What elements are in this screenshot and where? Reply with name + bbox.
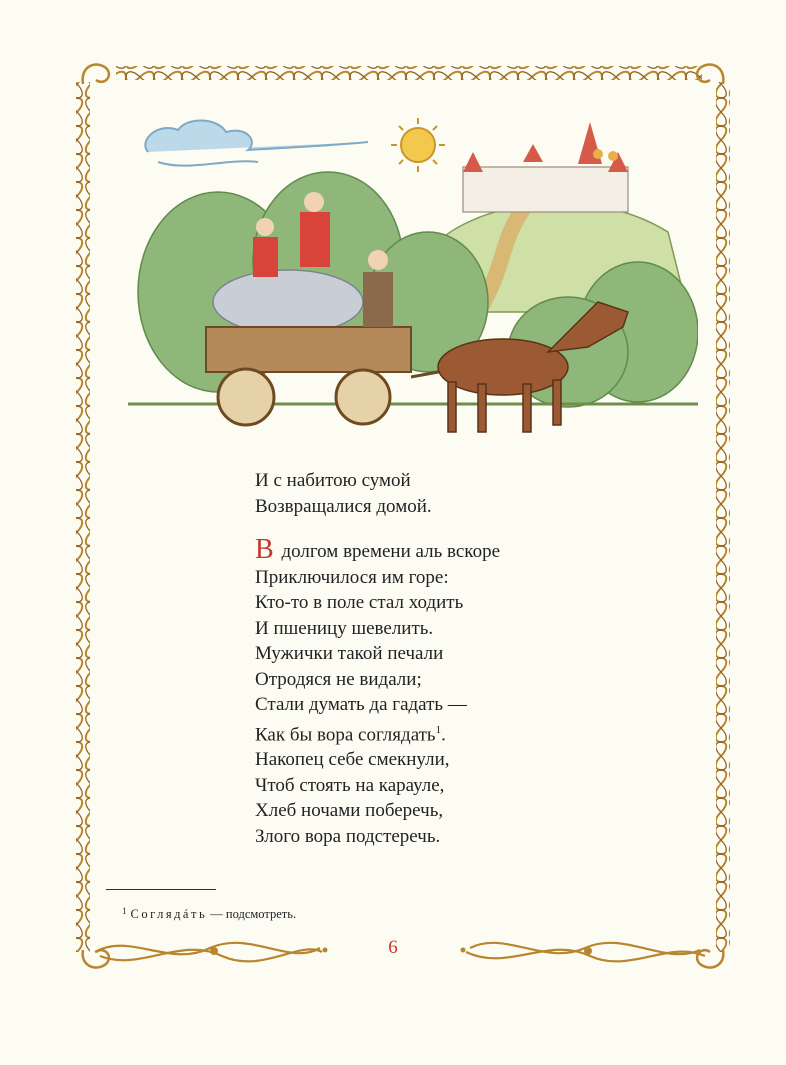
footnote-definition: — подсмотреть. bbox=[207, 907, 297, 921]
poem-line: Накопец себе смекнули, bbox=[255, 749, 450, 771]
poem-line: Мужички такой печали bbox=[255, 643, 444, 664]
poem-line: В долгом времени аль вскоре bbox=[255, 534, 501, 565]
footnote-term: Соглядáть bbox=[130, 907, 208, 921]
poem-line: Кто-то в поле стал ходить bbox=[255, 592, 464, 613]
poem-line: Хлеб ночами поберечь, bbox=[255, 800, 444, 822]
poem-line: Стали думать да гадать — bbox=[255, 694, 467, 715]
poem-line: Чтоб стоять на карауле, bbox=[255, 774, 445, 796]
poem-line: Как бы вора соглядать$^1$. bbox=[255, 723, 446, 745]
page-number: 6 bbox=[388, 937, 398, 958]
poem-line: Злого вора подстеречь. bbox=[255, 825, 441, 847]
footnote-rule bbox=[106, 889, 216, 890]
poem-line: Приключилося им горе: bbox=[255, 566, 449, 588]
poem-line: И пшеницу шевелить. bbox=[255, 617, 434, 639]
castle-icon bbox=[463, 122, 628, 212]
cloud-icon bbox=[145, 120, 368, 165]
poem-line: Возвращалися домой. bbox=[255, 495, 432, 517]
sun-icon bbox=[391, 118, 445, 172]
poem-line: И с набитою сумой bbox=[255, 470, 411, 491]
poem-line: Отродяся не видали; bbox=[255, 668, 422, 690]
cart-horse-illustration bbox=[128, 112, 698, 442]
footnote-reference[interactable]: 1 bbox=[435, 723, 442, 736]
poem-text bbox=[255, 468, 595, 849]
footnote-mark: 1 bbox=[122, 906, 127, 916]
drop-cap: В bbox=[255, 534, 274, 565]
footnote bbox=[122, 906, 296, 922]
